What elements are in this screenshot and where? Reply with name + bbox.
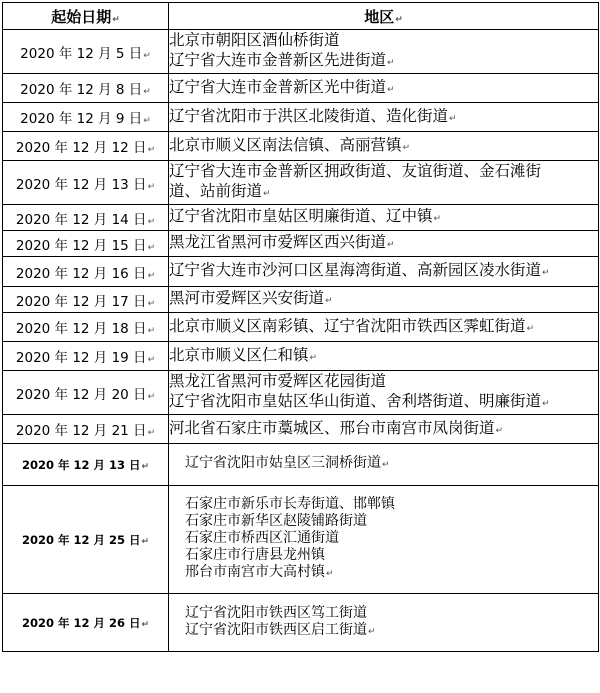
row-area xyxy=(169,342,599,371)
row-area xyxy=(169,132,599,161)
table-row xyxy=(3,287,599,313)
area-line: 黑河市爱辉区兴安街道↵ xyxy=(169,289,333,307)
paragraph-mark: ↵ xyxy=(147,298,156,309)
table-row xyxy=(3,231,599,257)
area-line: 辽宁省大连市金普新区拥政街道、友谊街道、金石滩街 xyxy=(169,162,542,180)
row-area xyxy=(169,486,599,594)
start-date-text: 2020 年 12 月 25 日 xyxy=(21,532,141,547)
start-date-text: 2020 年 12 月 17 日 xyxy=(15,293,147,310)
area-line: 道、站前街道↵ xyxy=(169,182,271,200)
paragraph-mark: ↵ xyxy=(147,428,156,438)
start-date-text: 2020 年 12 月 16 日 xyxy=(15,265,147,282)
paragraph-mark: ↵ xyxy=(433,214,442,224)
row-area xyxy=(169,231,599,257)
header-area: 地区↵ xyxy=(169,3,599,30)
paragraph-mark: ↵ xyxy=(309,352,318,363)
paragraph-mark: ↵ xyxy=(147,242,156,253)
start-date-text: 2020 年 12 月 5 日 xyxy=(20,45,143,62)
table-header-row xyxy=(3,3,599,30)
row-area xyxy=(169,103,599,132)
area-line: 北京市顺义区南彩镇、辽宁省沈阳市铁西区霁虹街道↵ xyxy=(169,316,535,335)
paragraph-mark: ↵ xyxy=(141,461,150,472)
paragraph-mark: ↵ xyxy=(147,270,156,281)
table-row xyxy=(3,313,599,342)
row-start-date xyxy=(3,257,169,287)
area-line: 北京市朝阳区酒仙桥街道 xyxy=(169,31,340,49)
paragraph-mark: ↵ xyxy=(112,14,120,25)
paragraph-mark: ↵ xyxy=(141,619,150,630)
start-date-text: 2020 年 12 月 13 日 xyxy=(21,457,141,472)
table-row xyxy=(3,371,599,415)
paragraph-mark: ↵ xyxy=(395,14,403,25)
table-row xyxy=(3,594,599,652)
table-row xyxy=(3,103,599,132)
paragraph-mark: ↵ xyxy=(143,50,151,61)
row-start-date xyxy=(3,161,169,205)
paragraph-mark: ↵ xyxy=(141,536,150,547)
row-start-date xyxy=(3,287,169,313)
start-date-text: 2020 年 12 月 9 日 xyxy=(20,111,143,127)
row-area xyxy=(169,257,599,287)
area-line: 辽宁省沈阳市姑皇区三洞桥街道↵ xyxy=(185,455,390,471)
row-start-date xyxy=(3,74,169,103)
row-area xyxy=(169,74,599,103)
paragraph-mark: ↵ xyxy=(495,425,504,436)
row-start-date xyxy=(3,415,169,444)
start-date-text: 2020 年 12 月 20 日 xyxy=(15,386,147,403)
area-line: 辽宁省沈阳市皇姑区华山街道、舍利塔街道、明廉街道↵ xyxy=(169,392,550,410)
area-line: 石家庄市行唐县龙州镇 xyxy=(185,547,325,563)
row-area xyxy=(169,161,599,205)
row-start-date xyxy=(3,30,169,74)
table-row xyxy=(3,342,599,371)
row-start-date xyxy=(3,444,169,486)
area-line: 北京市顺义区仁和镇↵ xyxy=(169,345,318,364)
row-area xyxy=(169,313,599,342)
area-line: 河北省石家庄市藁城区、邢台市南宫市凤岗街道↵ xyxy=(169,418,504,437)
paragraph-mark: ↵ xyxy=(147,355,156,365)
start-date-text: 2020 年 12 月 15 日 xyxy=(15,237,147,254)
paragraph-mark: ↵ xyxy=(147,145,156,155)
row-area xyxy=(169,415,599,444)
area-line: 石家庄市新华区赵陵铺路街道 xyxy=(185,513,367,529)
row-area xyxy=(169,594,599,652)
start-date-text: 2020 年 12 月 8 日 xyxy=(20,82,143,98)
paragraph-mark: ↵ xyxy=(325,296,333,306)
paragraph-mark: ↵ xyxy=(368,626,376,637)
row-start-date xyxy=(3,594,169,652)
table-row xyxy=(3,30,599,74)
start-date-text: 2020 年 12 月 18 日 xyxy=(15,321,147,337)
paragraph-mark: ↵ xyxy=(382,460,390,470)
paragraph-mark: ↵ xyxy=(542,399,550,409)
table-row xyxy=(3,74,599,103)
area-line: 黑龙江省黑河市爱辉区花园街道 xyxy=(169,372,387,390)
area-line: 辽宁省沈阳市于洪区北陵街道、造化街道↵ xyxy=(169,106,457,125)
table-row xyxy=(3,161,599,205)
paragraph-mark: ↵ xyxy=(402,142,411,153)
row-start-date xyxy=(3,486,169,594)
row-area xyxy=(169,30,599,74)
start-date-text: 2020 年 12 月 21 日 xyxy=(15,423,147,439)
row-start-date xyxy=(3,342,169,371)
paragraph-mark: ↵ xyxy=(147,391,156,402)
paragraph-mark: ↵ xyxy=(147,181,156,192)
start-date-text: 2020 年 12 月 13 日 xyxy=(15,176,147,193)
row-start-date xyxy=(3,231,169,257)
row-start-date xyxy=(3,205,169,231)
table-row xyxy=(3,444,599,486)
table-row xyxy=(3,257,599,287)
row-area xyxy=(169,287,599,313)
area-line: 辽宁省大连市金普新区光中街道↵ xyxy=(169,77,395,96)
area-line: 辽宁省大连市沙河口区星海湾街道、高新园区凌水街道↵ xyxy=(169,261,550,279)
start-date-text: 2020 年 12 月 14 日 xyxy=(15,211,147,228)
row-start-date xyxy=(3,103,169,132)
header-start-date: 起始日期↵ xyxy=(3,3,169,30)
paragraph-mark: ↵ xyxy=(387,84,395,95)
paragraph-mark: ↵ xyxy=(147,326,156,336)
paragraph-mark: ↵ xyxy=(143,116,151,126)
region-table xyxy=(2,2,599,652)
table-body xyxy=(3,30,599,652)
table-row xyxy=(3,415,599,444)
row-area xyxy=(169,444,599,486)
area-line: 北京市顺义区南法信镇、高丽营镇↵ xyxy=(169,135,411,154)
area-line: 石家庄市桥西区汇通街道 xyxy=(185,530,339,546)
paragraph-mark: ↵ xyxy=(526,323,535,334)
row-start-date xyxy=(3,132,169,161)
row-start-date xyxy=(3,313,169,342)
table-row xyxy=(3,132,599,161)
row-start-date xyxy=(3,371,169,415)
paragraph-mark: ↵ xyxy=(263,189,271,199)
start-date-text: 2020 年 12 月 12 日 xyxy=(15,140,147,156)
paragraph-mark: ↵ xyxy=(147,216,156,227)
row-area xyxy=(169,205,599,231)
area-line: 石家庄市新乐市长寿街道、邯郸镇 xyxy=(185,496,395,512)
area-line: 辽宁省沈阳市铁西区启工街道↵ xyxy=(185,621,376,638)
table-row xyxy=(3,205,599,231)
start-date-text: 2020 年 12 月 19 日 xyxy=(15,350,147,366)
area-line: 邢台市南宫市大高村镇↵ xyxy=(185,564,334,580)
paragraph-mark: ↵ xyxy=(449,113,457,124)
paragraph-mark: ↵ xyxy=(387,240,395,250)
paragraph-mark: ↵ xyxy=(387,58,395,68)
area-line: 辽宁省大连市金普新区先进街道↵ xyxy=(169,51,395,69)
area-line: 黑龙江省黑河市爱辉区西兴街道↵ xyxy=(169,233,395,251)
area-line: 辽宁省沈阳市皇姑区明廉街道、辽中镇↵ xyxy=(169,207,442,225)
paragraph-mark: ↵ xyxy=(542,268,550,278)
area-line: 辽宁省沈阳市铁西区笃工街道 xyxy=(185,604,367,621)
row-area xyxy=(169,371,599,415)
table-row xyxy=(3,486,599,594)
start-date-text: 2020 年 12 月 26 日 xyxy=(21,615,141,630)
paragraph-mark: ↵ xyxy=(326,569,334,579)
paragraph-mark: ↵ xyxy=(143,87,151,97)
